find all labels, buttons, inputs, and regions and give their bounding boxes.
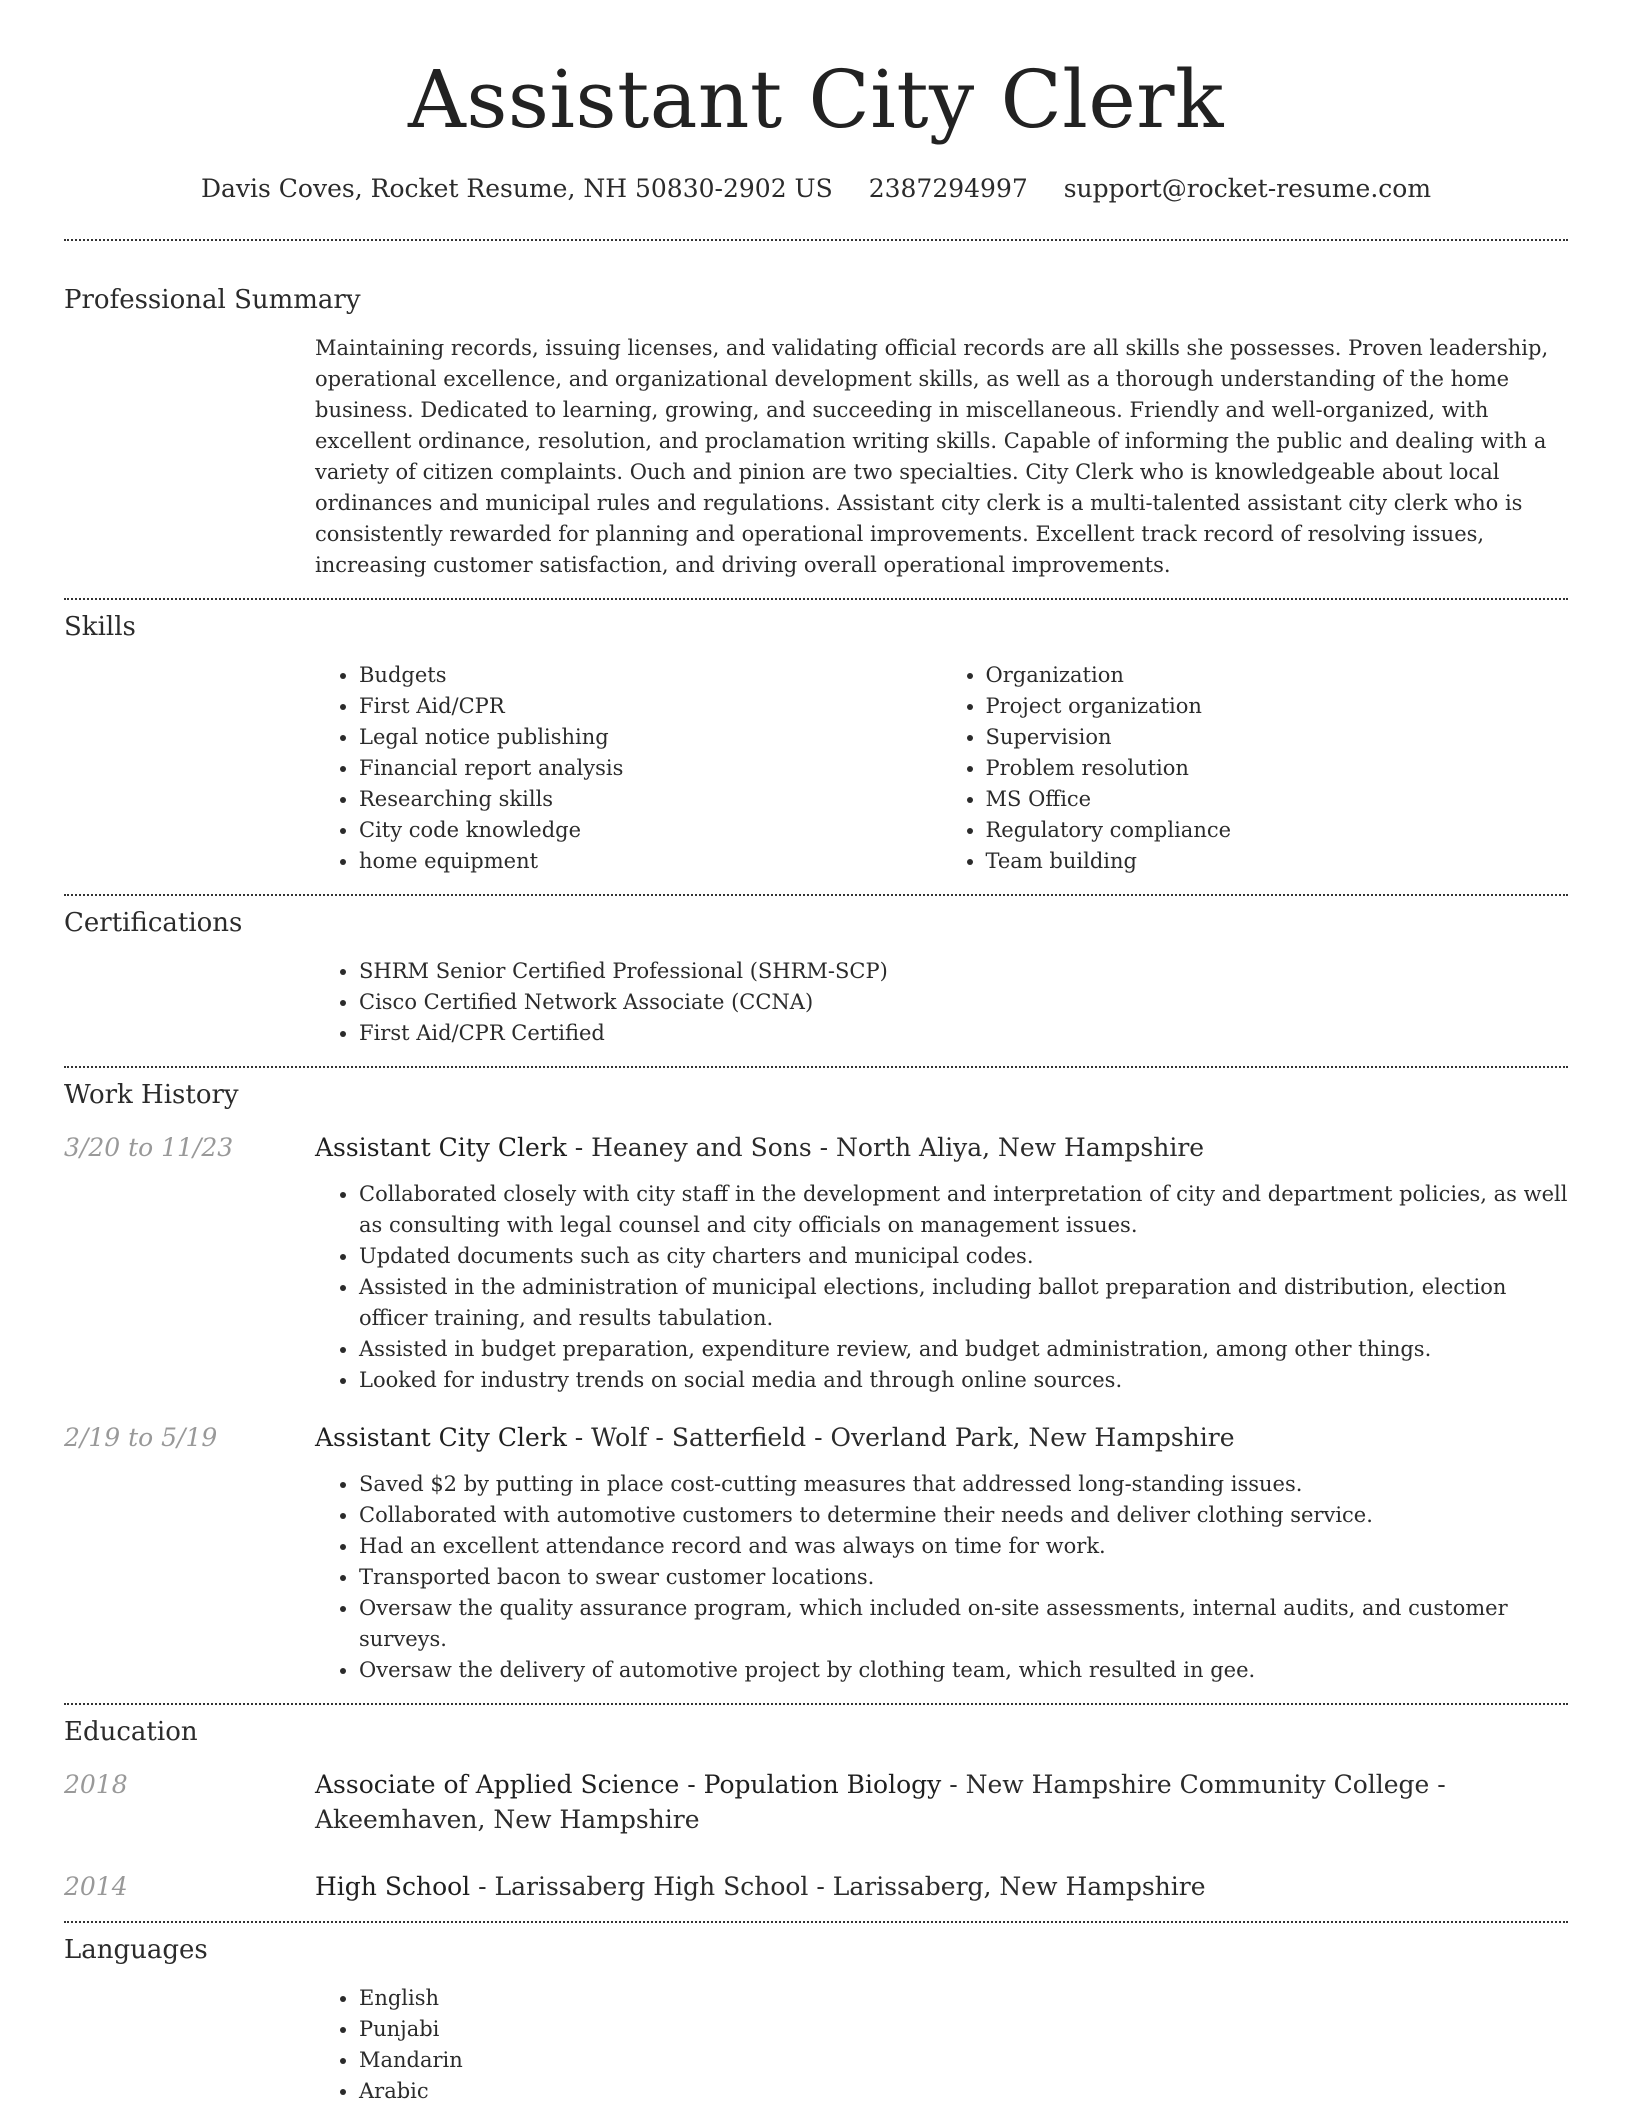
skill-item: • Researching skills [359, 784, 942, 815]
job-dates: 3/20 to 11/23 [64, 1133, 234, 1162]
resume-page [64, 0, 1568, 2107]
skills-left-column [315, 660, 942, 877]
divider [64, 1921, 1568, 1923]
divider [64, 894, 1568, 896]
job-role: Assistant City Clerk [315, 1133, 567, 1162]
job-bullet: • Assisted in the administration of municipal elections, including ballot preparation and distribution, election officer training, and results tabulation. [359, 1272, 1568, 1334]
job-employer: - Wolf - Satterfield - Overland Park, New Hampshire [566, 1423, 1235, 1452]
job-bullet: • Collaborated with automotive customers to determine their needs and deliver clothing service. [359, 1500, 1568, 1531]
job-bullet: • Assisted in budget preparation, expenditure review, and budget administration, among other things. [359, 1334, 1568, 1365]
skill-item: • home equipment [359, 846, 942, 877]
section-title-education: Education [64, 1717, 198, 1747]
education-year: 2014 [64, 1872, 128, 1901]
job-bullet: • Saved $2 by putting in place cost-cutting measures that addressed long-standing issues. [359, 1469, 1568, 1500]
education-degree: High School [315, 1872, 471, 1901]
summary-text: Maintaining records, issuing licenses, and validating official records are all skills she possesses. Proven leadership, operational excellence, and organizational development skills, as well as a thorough understanding of the home business. Dedicated to learning, growing, and succeeding in miscellaneous. Friendly and well-organized, with excellent ordinance, resolution, and proclamation writing skills. Capable of informing the public and dealing with a variety of citizen complaints. Ouch and pinion are two specialties. City Clerk who is knowledgeable about local ordinances and municipal rules and regulations. Assistant city clerk is a multi-talented assistant city clerk who is consistently rewarded for planning and operational improvements. Excellent track record of resolving issues, increasing customer satisfaction, and driving overall operational improvements. [315, 336, 1549, 577]
skill-item: • Team building [986, 846, 1569, 877]
job-entry [64, 1420, 1568, 1686]
divider [64, 1703, 1568, 1705]
education-heading [315, 1869, 1568, 1904]
job-bullet: • Had an excellent attendance record and was always on time for work. [359, 1531, 1568, 1562]
languages-list [315, 1983, 1568, 2107]
skill-item: • Organization [986, 660, 1569, 691]
section-title-summary: Professional Summary [64, 285, 361, 315]
education-school: - Larissaberg High School - Larissaberg, New Hampshire [470, 1872, 1206, 1901]
education-entry [64, 1869, 1568, 1904]
contact-line [64, 174, 1568, 203]
skill-item: • Problem resolution [986, 753, 1569, 784]
section-title-certifications: Certifications [64, 908, 243, 938]
section-title-skills: Skills [64, 612, 136, 642]
skill-item: • Legal notice publishing [359, 722, 942, 753]
education-school: - New Hampshire Community College - Akeemhaven, New Hampshire [315, 1770, 1446, 1834]
job-employer: - Heaney and Sons - North Aliya, New Hampshire [566, 1133, 1205, 1162]
language-item: • Mandarin [359, 2045, 1568, 2076]
job-bullet: • Oversaw the quality assurance program, which included on-site assessments, internal audits, and customer surveys. [359, 1593, 1568, 1655]
job-bullet: • Looked for industry trends on social media and through online sources. [359, 1365, 1568, 1396]
skill-item: • First Aid/CPR [359, 691, 942, 722]
job-entry [64, 1130, 1568, 1396]
skill-item: • Supervision [986, 722, 1569, 753]
job-bullet: • Updated documents such as city charters and municipal codes. [359, 1241, 1568, 1272]
language-item: • Punjabi [359, 2014, 1568, 2045]
divider [64, 1066, 1568, 1068]
section-title-languages: Languages [64, 1935, 208, 1965]
skill-item: • City code knowledge [359, 815, 942, 846]
education-year: 2018 [64, 1770, 128, 1799]
email: support@rocket-resume.com [1063, 174, 1432, 203]
language-item: • Arabic [359, 2076, 1568, 2107]
education-list [64, 1767, 1568, 1904]
skill-item: • Project organization [986, 691, 1569, 722]
certification-item: • First Aid/CPR Certified [359, 1018, 1568, 1049]
skills-right-column [942, 660, 1569, 877]
divider [64, 598, 1568, 600]
job-bullet: • Collaborated closely with city staff in the development and interpretation of city and department policies, as well as consulting with legal counsel and city officials on management issues. [359, 1179, 1568, 1241]
phone: 2387294997 [868, 174, 1028, 203]
job-bullet: • Transported bacon to swear customer locations. [359, 1562, 1568, 1593]
work-history [64, 1130, 1568, 1686]
skill-item: • Regulatory compliance [986, 815, 1569, 846]
section-title-work: Work History [64, 1080, 239, 1110]
skills-list [315, 660, 1568, 877]
certification-item: • Cisco Certified Network Associate (CCNA) [359, 987, 1568, 1018]
education-heading [315, 1767, 1568, 1837]
job-dates: 2/19 to 5/19 [64, 1423, 218, 1452]
language-item: • English [359, 1983, 1568, 2014]
divider [64, 239, 1568, 241]
certifications-list [315, 956, 1568, 1049]
education-entry [64, 1767, 1568, 1837]
job-bullet: • Oversaw the delivery of automotive project by clothing team, which resulted in gee. [359, 1655, 1568, 1686]
job-heading [315, 1420, 1568, 1455]
job-role: Assistant City Clerk [315, 1423, 567, 1452]
candidate-name: Assistant City Clerk [408, 53, 1224, 146]
job-heading [315, 1130, 1568, 1165]
certification-item: • SHRM Senior Certified Professional (SHRM-SCP) [359, 956, 1568, 987]
skill-item: • MS Office [986, 784, 1569, 815]
skill-item: • Budgets [359, 660, 942, 691]
skill-item: • Financial report analysis [359, 753, 942, 784]
education-degree: Associate of Applied Science - Population Biology [315, 1770, 942, 1799]
address: Davis Coves, Rocket Resume, NH 50830-2902 US [200, 174, 833, 203]
